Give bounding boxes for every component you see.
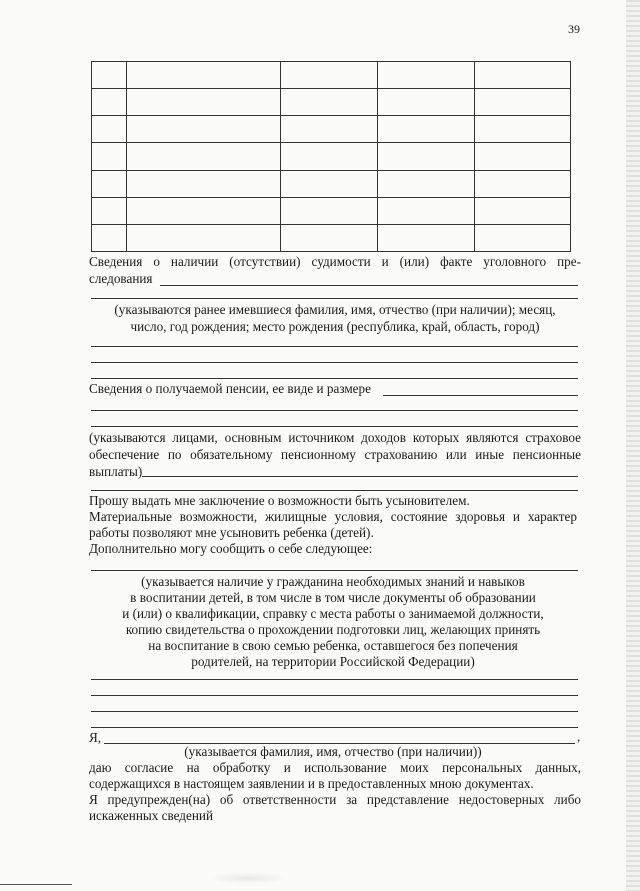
table-cell[interactable] [281, 170, 378, 197]
request-line-4: Дополнительно могу сообщить о себе следующее: [89, 541, 373, 556]
table-cell[interactable] [127, 170, 281, 197]
table-cell[interactable] [127, 89, 281, 116]
table-row [92, 224, 571, 251]
additional-note-line-5: на воспитание в свою семью ребенка, оставшегося без попечения [148, 638, 518, 653]
conviction-fill-line[interactable] [160, 285, 578, 286]
consent-prefix: Я, [89, 730, 102, 745]
pension-note-fill-line-2[interactable] [91, 490, 578, 491]
table-cell[interactable] [475, 89, 571, 116]
table-cell[interactable] [127, 224, 281, 251]
consent-comma: , [577, 729, 581, 744]
table-cell[interactable] [281, 143, 378, 170]
table-cell[interactable] [281, 62, 378, 89]
table-row [92, 116, 571, 143]
table-cell[interactable] [378, 170, 475, 197]
conviction-fill-line-2[interactable] [91, 298, 578, 299]
table-cell[interactable] [92, 62, 127, 89]
consent-line-3: Я предупрежден(на) об ответственности за представление недостоверных либо [89, 792, 581, 807]
scan-smudge [208, 872, 288, 884]
table-cell[interactable] [92, 89, 127, 116]
consent-name-note: (указывается фамилия, имя, отчество (при наличии)) [184, 744, 482, 759]
additional-note-line-6: родителей, на территории Российской Федерации) [191, 654, 475, 669]
pension-fill-line-3[interactable] [91, 426, 578, 427]
request-line-3: работы позволяют мне усыновить ребенка (детей). [89, 525, 374, 540]
table-cell[interactable] [378, 116, 475, 143]
pension-fill-line-1[interactable] [383, 395, 578, 396]
conviction-line-2: следования [89, 271, 153, 286]
table-cell[interactable] [281, 197, 378, 224]
pension-note-fill-line[interactable] [142, 476, 578, 477]
table-cell[interactable] [127, 116, 281, 143]
additional-note-line-4: копию свидетельства о прохождении подготовки лиц, желающих принять [125, 622, 541, 637]
consent-line-4: искаженных сведений [89, 808, 214, 823]
additional-fill-line-3[interactable] [91, 711, 578, 712]
table-cell[interactable] [475, 197, 571, 224]
additional-fill-line-2[interactable] [91, 695, 578, 696]
former-names-fill-line-2[interactable] [91, 362, 578, 363]
additional-fill-line-4[interactable] [91, 727, 578, 728]
table-cell[interactable] [127, 62, 281, 89]
table-cell[interactable] [475, 62, 571, 89]
table-cell[interactable] [475, 170, 571, 197]
additional-note-line-1: (указывается наличие у гражданина необходимых знаний и навыков [141, 574, 525, 589]
table-row [92, 170, 571, 197]
consent-line-1: даю согласие на обработку и использование моих персональных данных, [89, 760, 581, 775]
former-names-note-line-2: число, год рождения; место рождения (республика, край, область, город) [130, 319, 540, 334]
conviction-line-1: Сведения о наличии (отсутствии) судимости и (или) факте уголовного пре- [89, 254, 581, 269]
table-cell[interactable] [127, 143, 281, 170]
table-cell[interactable] [475, 116, 571, 143]
table-cell[interactable] [127, 197, 281, 224]
table-cell[interactable] [92, 116, 127, 143]
pension-note-line-2: обеспечение по обязательному пенсионному страхованию или иные пенсионные [89, 447, 581, 462]
table-cell[interactable] [92, 197, 127, 224]
table-cell[interactable] [378, 197, 475, 224]
table-cell[interactable] [475, 143, 571, 170]
scan-edge [626, 0, 640, 891]
former-names-note-line-1: (указываются ранее имевшиеся фамилия, имя, отчество (при наличии); месяц, [114, 302, 556, 317]
table-cell[interactable] [92, 224, 127, 251]
request-line-2: Материальные возможности, жилищные условия, состояние здоровья и характер [89, 509, 577, 524]
table-cell[interactable] [378, 143, 475, 170]
table-row [92, 62, 571, 89]
table-cell[interactable] [92, 170, 127, 197]
page-number: 39 [568, 22, 580, 36]
table-cell[interactable] [378, 89, 475, 116]
consent-line-2: содержащихся в настоящем заявлении и в предоставленных мною документах. [89, 776, 534, 791]
pension-note-line-1: (указываются лицами, основным источником доходов которых являются страховое [89, 430, 581, 445]
additional-note-line-3: и (или) о квалификации, справку с места работы о занимаемой должности, [122, 606, 544, 621]
pension-label: Сведения о получаемой пенсии, ее виде и размере [89, 381, 371, 396]
table-cell[interactable] [281, 224, 378, 251]
table-cell[interactable] [378, 224, 475, 251]
additional-note-line-2: в воспитании детей, в том числе в том числе документы об образовании [130, 590, 536, 605]
table-row [92, 197, 571, 224]
table-cell[interactable] [475, 224, 571, 251]
additional-fill-line-1[interactable] [91, 679, 578, 680]
table-cell[interactable] [378, 62, 475, 89]
table-row [92, 89, 571, 116]
pension-note-line-3: выплаты) [89, 464, 143, 479]
pension-fill-line-2[interactable] [91, 410, 578, 411]
request-line-1: Прошу выдать мне заключение о возможности быть усыновителем. [89, 493, 470, 508]
table-cell[interactable] [281, 89, 378, 116]
table-cell[interactable] [281, 116, 378, 143]
footnote-rule [0, 884, 72, 885]
table-cell[interactable] [92, 143, 127, 170]
table-row [92, 143, 571, 170]
former-names-fill-line-1[interactable] [91, 346, 578, 347]
data-table [91, 61, 571, 252]
additional-info-fill-line[interactable] [91, 570, 578, 571]
former-names-fill-line-3[interactable] [91, 378, 578, 379]
